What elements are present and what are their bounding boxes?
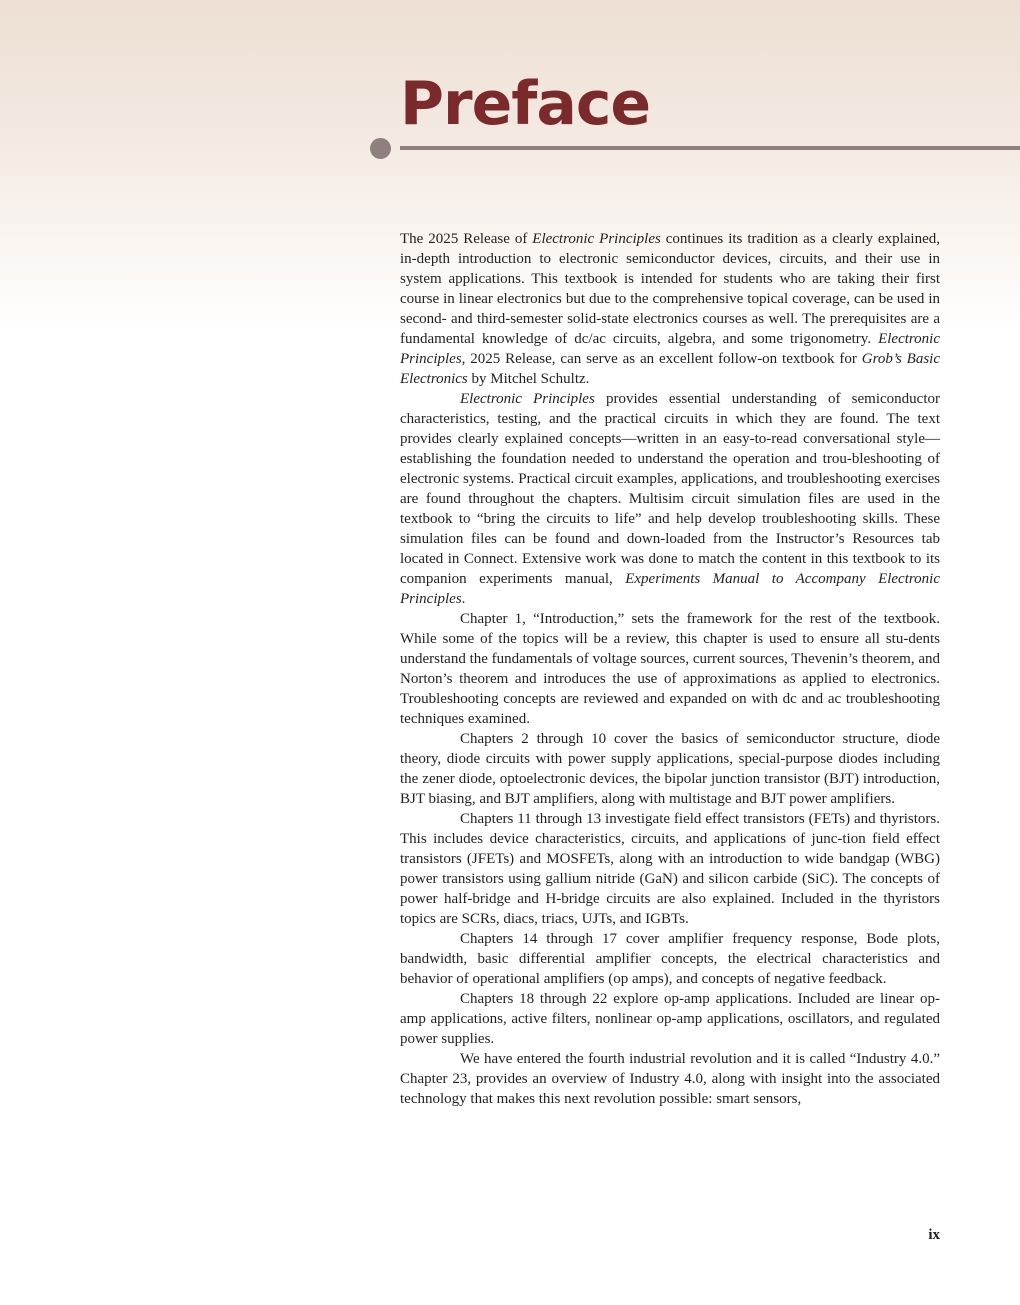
text-run: , 2025 Release, can serve as an excellent follow-on textbook for xyxy=(461,351,862,367)
text-run: Chapter 1, “Introduction,” sets the framework for the rest of the textbook. While some of the topics will be a review, this chapter is used to ensure all stu-dents understand the fundamentals of voltage sources, current sources, Thevenin’s theorem, and Norton’s theorem and introduces the use of approximations as applied to electronics. Troubleshooting concepts are reviewed and expanded on with dc and ac troubleshooting techniques examined. xyxy=(400,611,940,727)
paragraph xyxy=(400,809,940,929)
text-run: We have entered the fourth industrial revolution and it is called “Industry 4.0.” Chapter 23, provides an overview of Industry 4.0, along with insight into the associated technology that makes this next revolution possible: smart sensors, xyxy=(400,1051,940,1107)
paragraph xyxy=(400,609,940,729)
paragraph xyxy=(400,989,940,1049)
paragraph xyxy=(400,1049,940,1109)
book-title: Electronic Principles xyxy=(400,331,940,367)
title-rule-line xyxy=(400,146,1020,150)
paragraph xyxy=(400,389,940,609)
text-run: provides essential understanding of semiconductor characteristics, testing, and the practical circuits in which they are found. The text provides clearly explained concepts—written in an easy-to-read conversational style—establishing the foundation needed to understand the operation and trou-bleshooting of electronic systems. Practical circuit examples, applications, and troubleshooting exercises are found throughout the chapters. Multisim circuit simulation files are used in the textbook to “bring the circuits to life” and help develop troubleshooting skills. These simulation files can be found and down-loaded from the Instructor’s Resources tab located in Connect. Extensive work was done to match the content in this textbook to its companion experiments manual, xyxy=(400,391,940,587)
text-run: Chapters 2 through 10 cover the basics of semiconductor structure, diode theory, diode circuits with power supply applications, special-purpose diodes including the zener diode, optoelectronic devices, the bipolar junction transistor (BJT) introduction, BJT biasing, and BJT amplifiers, along with multistage and BJT power amplifiers. xyxy=(400,731,940,807)
paragraph xyxy=(400,729,940,809)
book-title: Experiments Manual to Accompany Electronic Principles xyxy=(400,571,940,607)
text-run: Chapters 14 through 17 cover amplifier frequency response, Bode plots, bandwidth, basic differential amplifier concepts, the electrical characteristics and behavior of operational amplifiers (op amps), and concepts of negative feedback. xyxy=(400,931,940,987)
book-title: Grob’s Basic Electronics xyxy=(400,351,941,387)
paragraph xyxy=(400,229,940,389)
text-run: Chapters 18 through 22 explore op-amp applications. Included are linear op-amp applications, active filters, nonlinear op-amp applications, oscillators, and regulated power supplies. xyxy=(400,991,940,1047)
text-run: Chapters 11 through 13 investigate field effect transistors (FETs) and thyristors. This includes device characteristics, circuits, and applications of junc-tion field effect transistors (JFETs) and MOSFETs, along with an introduction to wide bandgap (WBG) power transistors using gallium nitride (GaN) and silicon carbide (SiC). The concepts of power half-bridge and H-bridge circuits are also explained. Included in the thyristors topics are SCRs, diacs, triacs, UJTs, and IGBTs. xyxy=(400,811,940,927)
text-run: by Mitchel Schultz. xyxy=(467,371,590,387)
text-run: continues its tradition as a clearly explained, in-depth introduction to electronic semiconductor devices, circuits, and their use in system applications. This textbook is intended for students who are taking their first course in linear electronics but due to the comprehensive topical coverage, can be used in second- and third-semester solid-state electronics courses as well. The prerequisites are a fundamental knowledge of dc/ac circuits, algebra, and some trigonometry. xyxy=(400,231,940,347)
page-title: Preface xyxy=(400,69,651,139)
title-rule-dot xyxy=(370,138,391,159)
book-title: Electronic Principles xyxy=(532,231,661,247)
text-run: . xyxy=(461,591,466,607)
paragraph xyxy=(400,929,940,989)
text-run: The 2025 Release of xyxy=(400,231,533,247)
page-number: ix xyxy=(928,1227,940,1243)
book-title: Electronic Principles xyxy=(460,391,595,407)
preface-body xyxy=(400,229,940,1109)
